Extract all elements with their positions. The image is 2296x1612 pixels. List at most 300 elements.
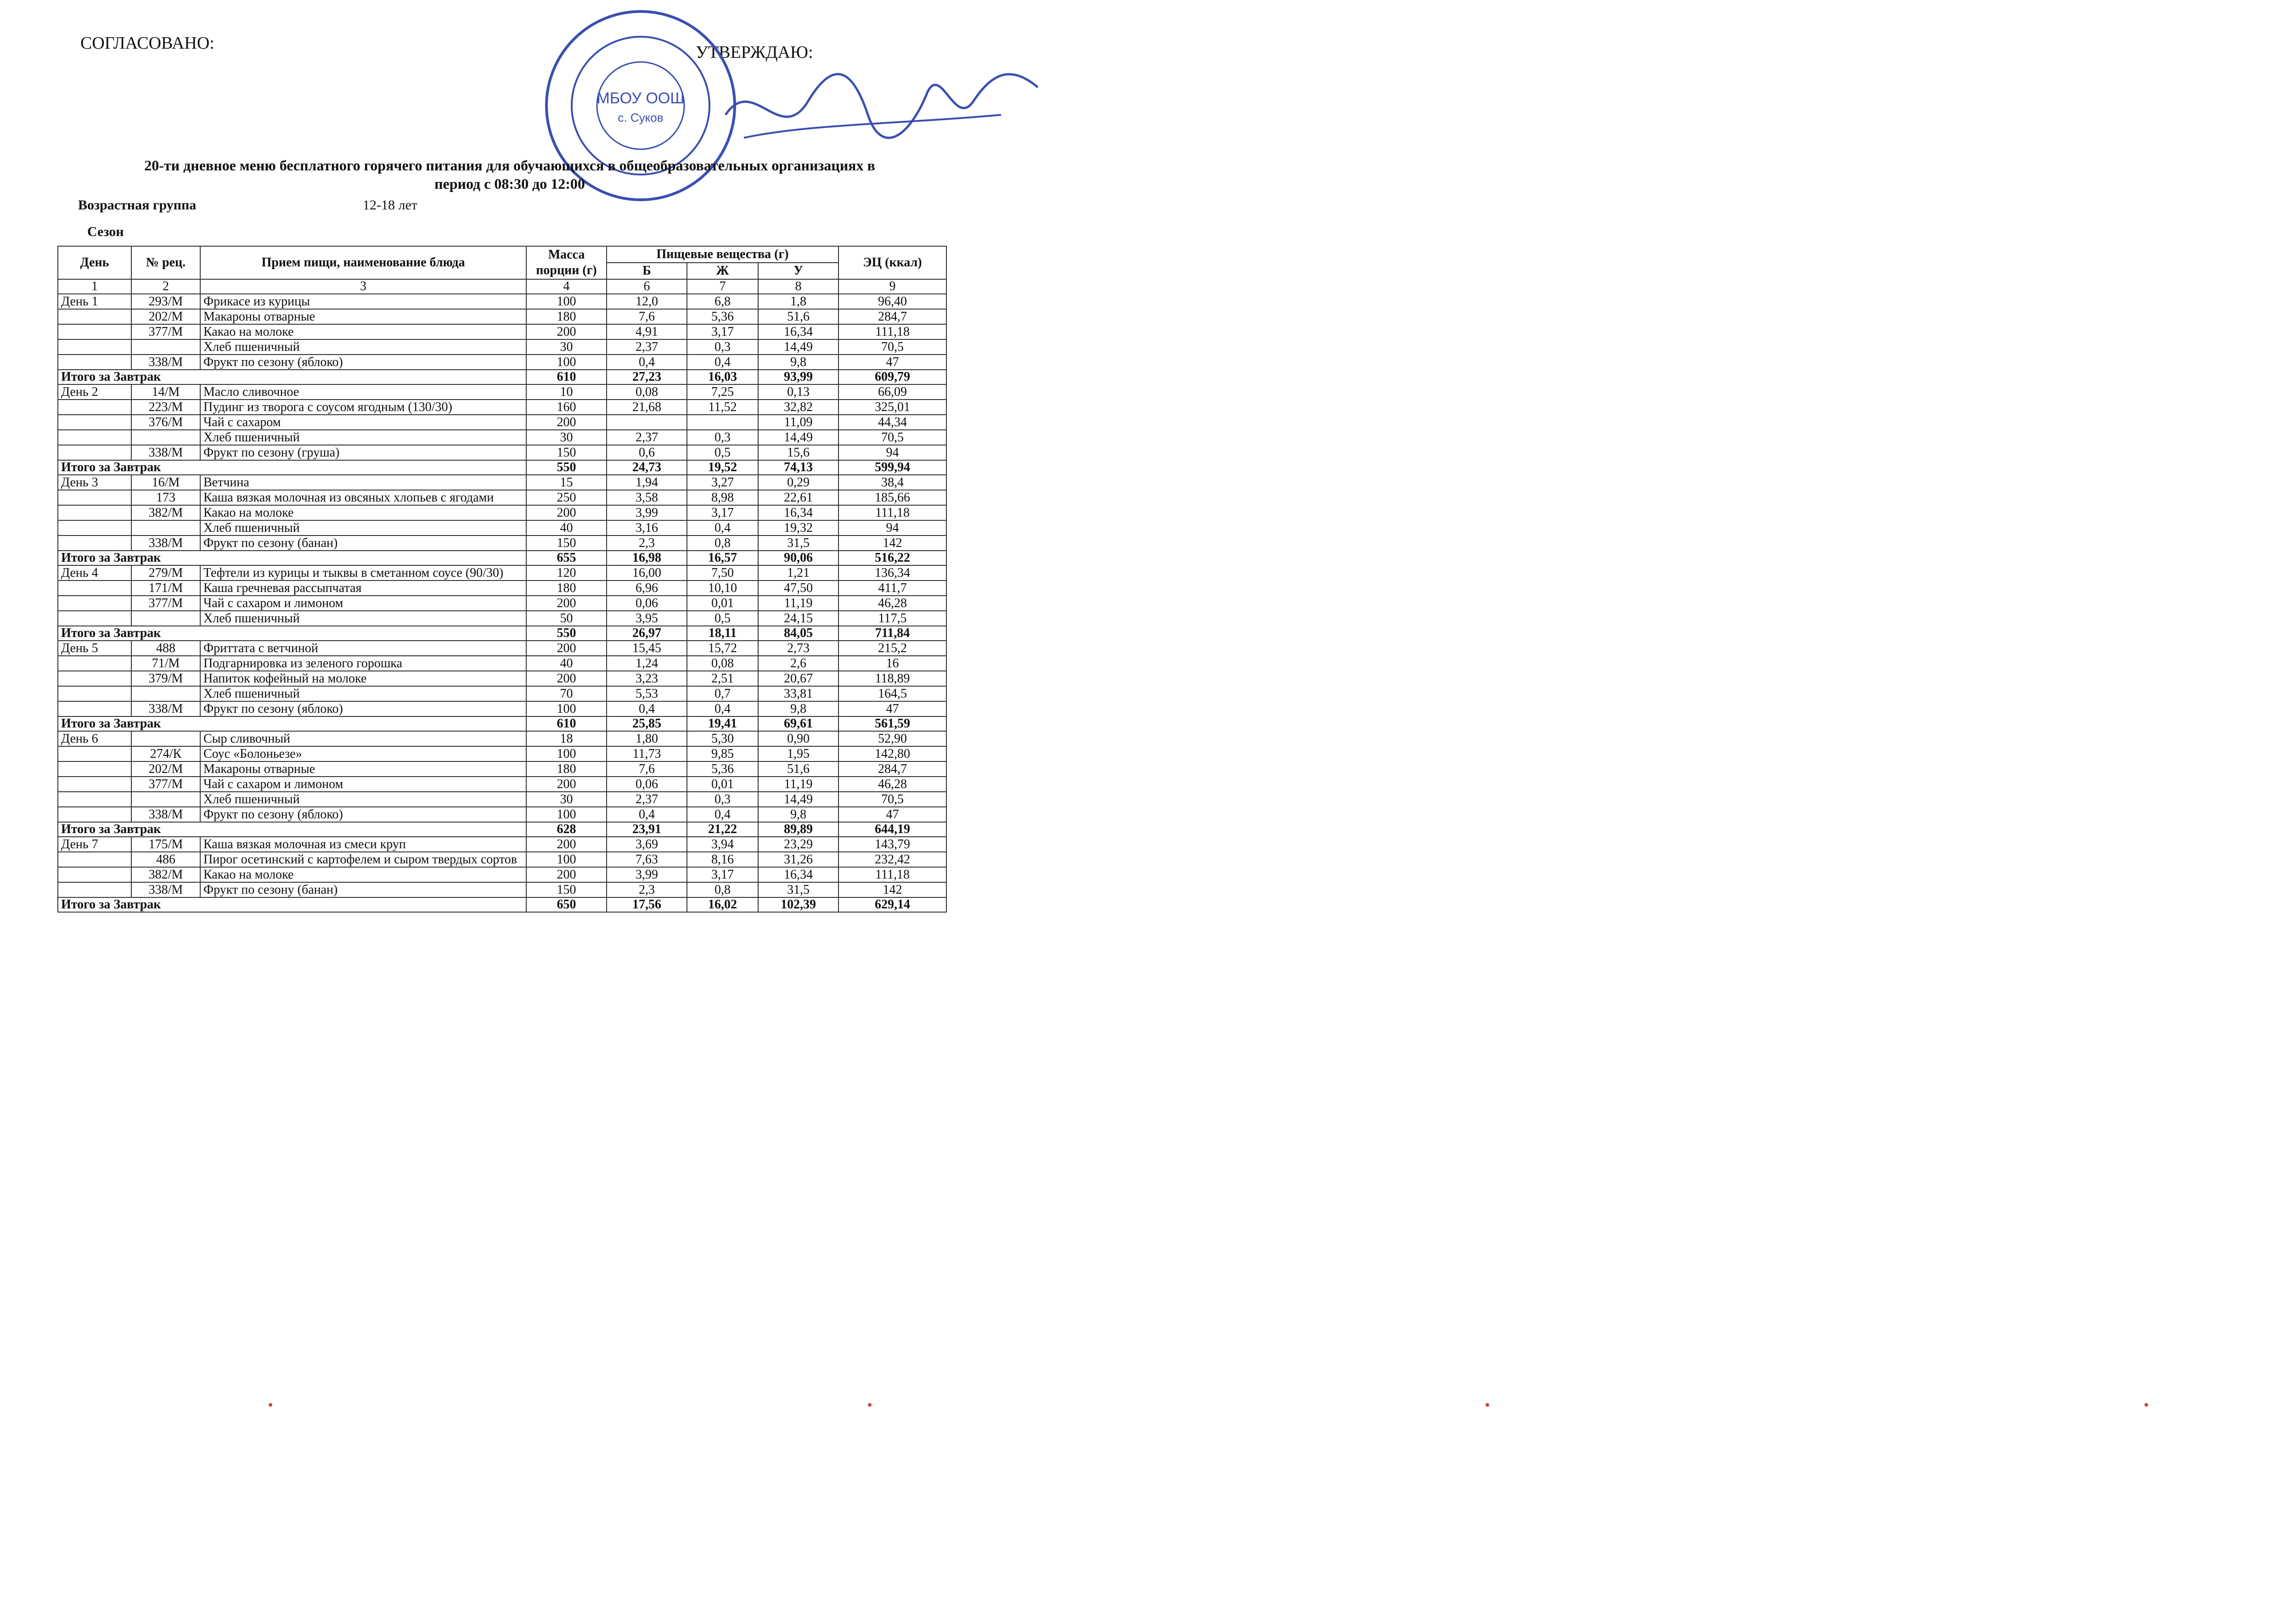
- kcal-cell: 46,28: [838, 777, 946, 792]
- recipe-cell: 377/М: [131, 777, 200, 792]
- dish-row: [58, 294, 946, 309]
- dish-cell: Какао на молоке: [200, 867, 526, 882]
- mass-cell: 50: [526, 611, 607, 626]
- dish-row: [58, 837, 946, 852]
- mass-cell: 18: [526, 731, 607, 746]
- carb-cell: 11,19: [758, 777, 838, 792]
- dish-cell: Хлеб пшеничный: [200, 339, 526, 355]
- scan-mark: [868, 1403, 872, 1407]
- column-index-cell: 3: [200, 279, 526, 294]
- fat-cell: 10,10: [687, 581, 758, 596]
- day-cell: [58, 671, 131, 686]
- kcal-cell: 47: [838, 807, 946, 822]
- fat-cell: 0,3: [687, 339, 758, 355]
- kcal-cell: 561,59: [838, 716, 946, 731]
- fat-cell: 19,41: [687, 716, 758, 731]
- fat-cell: 0,01: [687, 596, 758, 611]
- dish-cell: Макароны отварные: [200, 761, 526, 777]
- fat-cell: 0,01: [687, 777, 758, 792]
- mass-cell: 180: [526, 309, 607, 324]
- recipe-cell: 338/М: [131, 882, 200, 897]
- dish-row: [58, 671, 946, 686]
- protein-cell: 15,45: [607, 641, 687, 656]
- day-cell: [58, 355, 131, 370]
- fat-cell: 0,4: [687, 807, 758, 822]
- age-group-label: Возрастная группа: [78, 197, 197, 213]
- protein-cell: 2,37: [607, 339, 687, 355]
- mass-cell: 150: [526, 882, 607, 897]
- dish-cell: Фрукт по сезону (банан): [200, 535, 526, 551]
- scan-mark: [269, 1403, 272, 1407]
- carb-cell: 1,21: [758, 565, 838, 581]
- dish-row: [58, 746, 946, 761]
- carb-cell: 31,5: [758, 535, 838, 551]
- fat-cell: [687, 415, 758, 430]
- total-label: Итого за Завтрак: [58, 370, 526, 384]
- dish-row: [58, 309, 946, 324]
- dish-row: [58, 882, 946, 897]
- recipe-cell: [131, 430, 200, 445]
- column-index-cell: 7: [687, 279, 758, 294]
- dish-cell: Фрукт по сезону (груша): [200, 445, 526, 460]
- dish-cell: Фрикасе из курицы: [200, 294, 526, 309]
- protein-cell: 16,98: [607, 551, 687, 565]
- dish-cell: Пирог осетинский с картофелем и сыром твердых сортов: [200, 852, 526, 867]
- protein-cell: [607, 415, 687, 430]
- fat-cell: 16,02: [687, 897, 758, 912]
- total-label: Итого за Завтрак: [58, 460, 526, 475]
- day-cell: [58, 807, 131, 822]
- dish-cell: Соус «Болоньезе»: [200, 746, 526, 761]
- dish-row: [58, 520, 946, 535]
- mass-cell: 200: [526, 415, 607, 430]
- column-index-cell: 4: [526, 279, 607, 294]
- recipe-cell: 171/М: [131, 581, 200, 596]
- stamp-center-text: МБОУ ООШ: [597, 90, 685, 107]
- fat-cell: 0,08: [687, 656, 758, 671]
- mass-cell: 550: [526, 626, 607, 641]
- mass-cell: 610: [526, 716, 607, 731]
- kcal-cell: 47: [838, 355, 946, 370]
- mass-cell: 30: [526, 430, 607, 445]
- carb-cell: 14,49: [758, 339, 838, 355]
- fat-cell: 0,8: [687, 535, 758, 551]
- fat-cell: 7,50: [687, 565, 758, 581]
- recipe-cell: 379/М: [131, 671, 200, 686]
- day-cell: День 6: [58, 731, 131, 746]
- fat-cell: 7,25: [687, 384, 758, 400]
- mass-cell: 200: [526, 641, 607, 656]
- kcal-cell: 94: [838, 520, 946, 535]
- stamp-sub-text: с. Суков: [618, 111, 664, 124]
- mass-cell: 200: [526, 671, 607, 686]
- protein-cell: 4,91: [607, 324, 687, 339]
- total-row: [58, 370, 946, 384]
- recipe-cell: 377/М: [131, 324, 200, 339]
- kcal-cell: 143,79: [838, 837, 946, 852]
- dish-cell: Ветчина: [200, 475, 526, 490]
- protein-cell: 17,56: [607, 897, 687, 912]
- mass-cell: 200: [526, 867, 607, 882]
- protein-cell: 25,85: [607, 716, 687, 731]
- recipe-cell: 382/М: [131, 505, 200, 520]
- kcal-cell: 96,40: [838, 294, 946, 309]
- dish-cell: Хлеб пшеничный: [200, 520, 526, 535]
- fat-cell: 5,36: [687, 309, 758, 324]
- mass-cell: 15: [526, 475, 607, 490]
- day-cell: [58, 445, 131, 460]
- fat-cell: 0,7: [687, 686, 758, 701]
- carb-cell: 16,34: [758, 324, 838, 339]
- kcal-cell: 232,42: [838, 852, 946, 867]
- protein-cell: 7,6: [607, 309, 687, 324]
- kcal-cell: 711,84: [838, 626, 946, 641]
- day-cell: [58, 581, 131, 596]
- protein-cell: 3,95: [607, 611, 687, 626]
- recipe-cell: [131, 686, 200, 701]
- recipe-cell: 175/М: [131, 837, 200, 852]
- day-cell: [58, 882, 131, 897]
- carb-cell: 1,8: [758, 294, 838, 309]
- kcal-cell: 111,18: [838, 867, 946, 882]
- dish-row: [58, 415, 946, 430]
- kcal-cell: 136,34: [838, 565, 946, 581]
- column-index-cell: 2: [131, 279, 200, 294]
- agreed-label: СОГЛАСОВАНО:: [80, 34, 214, 53]
- protein-cell: 1,94: [607, 475, 687, 490]
- dish-row: [58, 807, 946, 822]
- dish-row: [58, 565, 946, 581]
- fat-cell: 0,4: [687, 355, 758, 370]
- col-kcal: ЭЦ (ккал): [838, 246, 946, 279]
- mass-cell: 30: [526, 339, 607, 355]
- kcal-cell: 94: [838, 445, 946, 460]
- season-label: Сезон: [87, 224, 124, 239]
- recipe-cell: 202/М: [131, 309, 200, 324]
- day-cell: [58, 686, 131, 701]
- recipe-cell: 279/М: [131, 565, 200, 581]
- kcal-cell: 516,22: [838, 551, 946, 565]
- recipe-cell: [131, 611, 200, 626]
- recipe-cell: 14/М: [131, 384, 200, 400]
- protein-cell: 24,73: [607, 460, 687, 475]
- day-cell: День 7: [58, 837, 131, 852]
- recipe-cell: [131, 792, 200, 807]
- mass-cell: 120: [526, 565, 607, 581]
- column-index-cell: 1: [58, 279, 131, 294]
- protein-cell: 2,3: [607, 882, 687, 897]
- kcal-cell: 599,94: [838, 460, 946, 475]
- recipe-cell: 16/М: [131, 475, 200, 490]
- mass-cell: 150: [526, 445, 607, 460]
- carb-cell: 69,61: [758, 716, 838, 731]
- mass-cell: 160: [526, 400, 607, 415]
- kcal-cell: 215,2: [838, 641, 946, 656]
- day-cell: [58, 611, 131, 626]
- fat-cell: 8,16: [687, 852, 758, 867]
- fat-cell: 3,17: [687, 324, 758, 339]
- total-label: Итого за Завтрак: [58, 626, 526, 641]
- column-index-cell: 6: [607, 279, 687, 294]
- carb-cell: 84,05: [758, 626, 838, 641]
- carb-cell: 16,34: [758, 867, 838, 882]
- fat-cell: 0,3: [687, 430, 758, 445]
- fat-cell: 2,51: [687, 671, 758, 686]
- kcal-cell: 411,7: [838, 581, 946, 596]
- dish-cell: Фрукт по сезону (яблоко): [200, 807, 526, 822]
- protein-cell: 5,53: [607, 686, 687, 701]
- mass-cell: 180: [526, 761, 607, 777]
- carb-cell: 2,6: [758, 656, 838, 671]
- kcal-cell: 142: [838, 535, 946, 551]
- column-index-cell: 9: [838, 279, 946, 294]
- recipe-cell: 338/М: [131, 445, 200, 460]
- protein-cell: 0,4: [607, 355, 687, 370]
- carb-cell: 20,67: [758, 671, 838, 686]
- dish-cell: Какао на молоке: [200, 324, 526, 339]
- menu-title: [78, 156, 941, 193]
- protein-cell: 1,24: [607, 656, 687, 671]
- protein-cell: 7,6: [607, 761, 687, 777]
- menu-title-line2: период с 08:30 до 12:00: [434, 175, 585, 192]
- dish-cell: Подгарнировка из зеленого горошка: [200, 656, 526, 671]
- fat-cell: 0,3: [687, 792, 758, 807]
- fat-cell: 18,11: [687, 626, 758, 641]
- dish-cell: Хлеб пшеничный: [200, 792, 526, 807]
- kcal-cell: 609,79: [838, 370, 946, 384]
- dish-cell: Чай с сахаром: [200, 415, 526, 430]
- dish-row: [58, 596, 946, 611]
- day-cell: [58, 596, 131, 611]
- recipe-cell: 173: [131, 490, 200, 505]
- protein-cell: 7,63: [607, 852, 687, 867]
- mass-cell: 200: [526, 777, 607, 792]
- day-cell: [58, 520, 131, 535]
- kcal-cell: 629,14: [838, 897, 946, 912]
- protein-cell: 3,16: [607, 520, 687, 535]
- protein-cell: 3,99: [607, 505, 687, 520]
- carb-cell: 31,5: [758, 882, 838, 897]
- mass-cell: 100: [526, 852, 607, 867]
- day-cell: [58, 339, 131, 355]
- day-cell: [58, 867, 131, 882]
- recipe-cell: 382/М: [131, 867, 200, 882]
- dish-cell: Фриттата с ветчиной: [200, 641, 526, 656]
- dish-cell: Каша вязкая молочная из овсяных хлопьев с ягодами: [200, 490, 526, 505]
- dish-cell: Сыр сливочный: [200, 731, 526, 746]
- carb-cell: 74,13: [758, 460, 838, 475]
- day-cell: [58, 792, 131, 807]
- fat-cell: 3,94: [687, 837, 758, 852]
- mass-cell: 200: [526, 324, 607, 339]
- kcal-cell: 284,7: [838, 309, 946, 324]
- day-cell: День 1: [58, 294, 131, 309]
- carb-cell: 11,19: [758, 596, 838, 611]
- protein-cell: 0,4: [607, 701, 687, 716]
- carb-cell: 15,6: [758, 445, 838, 460]
- mass-cell: 200: [526, 505, 607, 520]
- recipe-cell: 377/М: [131, 596, 200, 611]
- fat-cell: 0,4: [687, 701, 758, 716]
- fat-cell: 19,52: [687, 460, 758, 475]
- carb-cell: 90,06: [758, 551, 838, 565]
- protein-cell: 27,23: [607, 370, 687, 384]
- fat-cell: 0,5: [687, 611, 758, 626]
- dish-row: [58, 324, 946, 339]
- day-cell: [58, 535, 131, 551]
- mass-cell: 10: [526, 384, 607, 400]
- carb-cell: 51,6: [758, 309, 838, 324]
- dish-cell: Масло сливочное: [200, 384, 526, 400]
- dish-row: [58, 761, 946, 777]
- carb-cell: 0,13: [758, 384, 838, 400]
- carb-cell: 47,50: [758, 581, 838, 596]
- total-row: [58, 822, 946, 837]
- protein-cell: 12,0: [607, 294, 687, 309]
- recipe-cell: 71/М: [131, 656, 200, 671]
- menu-title-line1: 20-ти дневное меню бесплатного горячего питания для обучающихся в общеобразовательных организациях в: [144, 157, 875, 174]
- day-cell: День 2: [58, 384, 131, 400]
- mass-cell: 40: [526, 520, 607, 535]
- day-cell: [58, 761, 131, 777]
- total-row: [58, 626, 946, 641]
- kcal-cell: 47: [838, 701, 946, 716]
- kcal-cell: 70,5: [838, 430, 946, 445]
- dish-row: [58, 355, 946, 370]
- dish-row: [58, 505, 946, 520]
- mass-cell: 655: [526, 551, 607, 565]
- dish-row: [58, 852, 946, 867]
- total-row: [58, 716, 946, 731]
- total-row: [58, 897, 946, 912]
- carb-cell: 9,8: [758, 355, 838, 370]
- carb-cell: 24,15: [758, 611, 838, 626]
- kcal-cell: 644,19: [838, 822, 946, 837]
- day-cell: [58, 656, 131, 671]
- protein-cell: 0,06: [607, 596, 687, 611]
- kcal-cell: 142,80: [838, 746, 946, 761]
- fat-cell: 11,52: [687, 400, 758, 415]
- dish-cell: Каша гречневая рассыпчатая: [200, 581, 526, 596]
- dish-cell: Хлеб пшеничный: [200, 611, 526, 626]
- day-cell: [58, 415, 131, 430]
- protein-cell: 0,6: [607, 445, 687, 460]
- carb-cell: 23,29: [758, 837, 838, 852]
- carb-cell: 14,49: [758, 792, 838, 807]
- mass-cell: 100: [526, 807, 607, 822]
- carb-cell: 1,95: [758, 746, 838, 761]
- protein-cell: 3,69: [607, 837, 687, 852]
- dish-cell: Пудинг из творога с соусом ягодным (130/30): [200, 400, 526, 415]
- recipe-cell: [131, 731, 200, 746]
- approve-label: УТВЕРЖДАЮ:: [696, 43, 813, 62]
- kcal-cell: 164,5: [838, 686, 946, 701]
- fat-cell: 3,27: [687, 475, 758, 490]
- col-day: День: [58, 246, 131, 279]
- carb-cell: 93,99: [758, 370, 838, 384]
- menu-page-2: [1176, 0, 2296, 1612]
- dish-cell: Напиток кофейный на молоке: [200, 671, 526, 686]
- col-carb: У: [758, 263, 838, 279]
- dish-cell: Какао на молоке: [200, 505, 526, 520]
- kcal-cell: 70,5: [838, 792, 946, 807]
- fat-cell: 5,30: [687, 731, 758, 746]
- recipe-cell: 338/М: [131, 535, 200, 551]
- kcal-cell: 325,01: [838, 400, 946, 415]
- carb-cell: 19,32: [758, 520, 838, 535]
- dish-row: [58, 400, 946, 415]
- col-dish: Прием пищи, наименование блюда: [200, 246, 526, 279]
- mass-cell: 610: [526, 370, 607, 384]
- carb-cell: 0,29: [758, 475, 838, 490]
- mass-cell: 30: [526, 792, 607, 807]
- mass-cell: 70: [526, 686, 607, 701]
- total-label: Итого за Завтрак: [58, 551, 526, 565]
- protein-cell: 6,96: [607, 581, 687, 596]
- total-label: Итого за Завтрак: [58, 822, 526, 837]
- fat-cell: 16,57: [687, 551, 758, 565]
- kcal-cell: 111,18: [838, 324, 946, 339]
- day-cell: [58, 309, 131, 324]
- dish-cell: Макароны отварные: [200, 309, 526, 324]
- protein-cell: 16,00: [607, 565, 687, 581]
- mass-cell: 100: [526, 355, 607, 370]
- kcal-cell: 111,18: [838, 505, 946, 520]
- protein-cell: 3,58: [607, 490, 687, 505]
- dish-row: [58, 475, 946, 490]
- carb-cell: 31,26: [758, 852, 838, 867]
- recipe-cell: 338/М: [131, 355, 200, 370]
- day-cell: День 5: [58, 641, 131, 656]
- dish-cell: Тефтели из курицы и тыквы в сметанном соусе (90/30): [200, 565, 526, 581]
- kcal-cell: 284,7: [838, 761, 946, 777]
- col-recipe: № рец.: [131, 246, 200, 279]
- dish-cell: Каша вязкая молочная из смеси круп: [200, 837, 526, 852]
- protein-cell: 0,4: [607, 807, 687, 822]
- col-fat: Ж: [687, 263, 758, 279]
- dish-row: [58, 777, 946, 792]
- protein-cell: 1,80: [607, 731, 687, 746]
- dish-row: [58, 792, 946, 807]
- mass-cell: 628: [526, 822, 607, 837]
- dish-row: [58, 535, 946, 551]
- dish-row: [58, 641, 946, 656]
- mass-cell: 650: [526, 897, 607, 912]
- kcal-cell: 70,5: [838, 339, 946, 355]
- recipe-cell: 202/М: [131, 761, 200, 777]
- fat-cell: 9,85: [687, 746, 758, 761]
- kcal-cell: 16: [838, 656, 946, 671]
- kcal-cell: 185,66: [838, 490, 946, 505]
- dish-cell: Чай с сахаром и лимоном: [200, 777, 526, 792]
- protein-cell: 0,08: [607, 384, 687, 400]
- mass-cell: 250: [526, 490, 607, 505]
- protein-cell: 2,3: [607, 535, 687, 551]
- dish-row: [58, 430, 946, 445]
- mass-cell: 200: [526, 837, 607, 852]
- mass-cell: 100: [526, 294, 607, 309]
- protein-cell: 26,97: [607, 626, 687, 641]
- column-index-cell: 8: [758, 279, 838, 294]
- day-cell: День 4: [58, 565, 131, 581]
- recipe-cell: 338/М: [131, 701, 200, 716]
- protein-cell: 3,23: [607, 671, 687, 686]
- age-group-value: 12-18 лет: [363, 197, 417, 213]
- fat-cell: 15,72: [687, 641, 758, 656]
- col-protein: Б: [607, 263, 687, 279]
- dish-cell: Фрукт по сезону (яблоко): [200, 355, 526, 370]
- recipe-cell: [131, 339, 200, 355]
